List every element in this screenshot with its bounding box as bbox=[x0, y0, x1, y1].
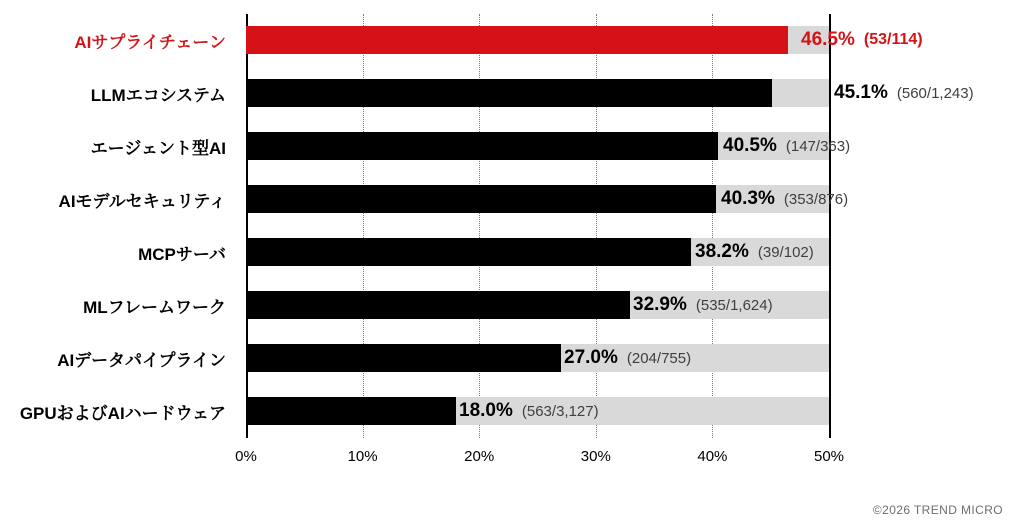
x-axis bbox=[235, 438, 845, 468]
bar-value-fraction: (563/3,127) bbox=[521, 402, 599, 420]
bar bbox=[246, 132, 718, 160]
bar-row bbox=[246, 173, 849, 226]
bar-row bbox=[246, 120, 851, 173]
bar-value-group bbox=[721, 185, 848, 213]
bar-value-percent: 38.2% bbox=[695, 241, 749, 262]
copyright-notice: ©2026 TREND MICRO bbox=[872, 503, 1003, 517]
category-label: AIデータパイプライン bbox=[57, 351, 226, 370]
category-label: MLフレームワーク bbox=[83, 298, 226, 317]
bar bbox=[246, 291, 630, 319]
bar-value-percent: 46.5% bbox=[801, 29, 855, 50]
bar-row bbox=[246, 385, 829, 438]
bar-value-group bbox=[633, 291, 773, 319]
bar-value-fraction: (147/363) bbox=[785, 137, 851, 155]
category-label: AIサプライチェーン bbox=[74, 33, 226, 52]
bar-rows bbox=[246, 14, 974, 438]
x-tick-label: 0% bbox=[235, 448, 257, 465]
category-label: GPUおよびAIハードウェア bbox=[19, 404, 226, 423]
bar bbox=[246, 79, 772, 107]
bar bbox=[246, 185, 716, 213]
gridline-50 bbox=[829, 14, 831, 438]
category-label: LLMエコシステム bbox=[90, 86, 226, 105]
bar bbox=[246, 344, 561, 372]
x-tick-label: 10% bbox=[347, 448, 378, 465]
bar-value-group bbox=[801, 26, 923, 54]
category-axis-labels bbox=[0, 14, 236, 438]
bar bbox=[246, 397, 456, 425]
bar bbox=[246, 238, 691, 266]
bar-value-fraction: (560/1,243) bbox=[896, 84, 974, 102]
category-label: MCPサーバ bbox=[138, 245, 226, 264]
bar bbox=[246, 26, 788, 54]
bar-value-percent: 40.5% bbox=[723, 135, 777, 156]
bar-row bbox=[246, 226, 829, 279]
category-label: AIモデルセキュリティ bbox=[58, 192, 226, 211]
category-label: エージェント型AI bbox=[90, 139, 226, 158]
x-tick-label: 30% bbox=[580, 448, 611, 465]
bar-value-fraction: (39/102) bbox=[757, 243, 814, 261]
bar-value-fraction: (535/1,624) bbox=[695, 296, 773, 314]
bar-value-percent: 45.1% bbox=[834, 82, 888, 103]
bar-value-group bbox=[695, 238, 814, 266]
bar-value-percent: 32.9% bbox=[633, 294, 687, 315]
bar-value-fraction: (204/755) bbox=[626, 349, 692, 367]
bar-row bbox=[246, 67, 974, 120]
bar-value-group bbox=[564, 344, 691, 372]
x-tick-label: 40% bbox=[697, 448, 728, 465]
bar-value-group bbox=[459, 397, 599, 425]
bar-value-fraction: (353/876) bbox=[783, 190, 849, 208]
bar-row bbox=[246, 332, 829, 385]
bar-value-group bbox=[834, 79, 974, 107]
bar-value-fraction: (53/114) bbox=[863, 31, 923, 48]
bar-value-group bbox=[723, 132, 850, 160]
bar-value-percent: 40.3% bbox=[721, 188, 775, 209]
x-tick-label: 20% bbox=[464, 448, 495, 465]
bar-value-percent: 18.0% bbox=[459, 400, 513, 421]
bar-row bbox=[246, 14, 923, 67]
x-tick-label: 50% bbox=[813, 448, 845, 465]
bar-value-percent: 27.0% bbox=[564, 347, 618, 368]
plot-area bbox=[246, 14, 974, 438]
bar-row bbox=[246, 279, 829, 332]
